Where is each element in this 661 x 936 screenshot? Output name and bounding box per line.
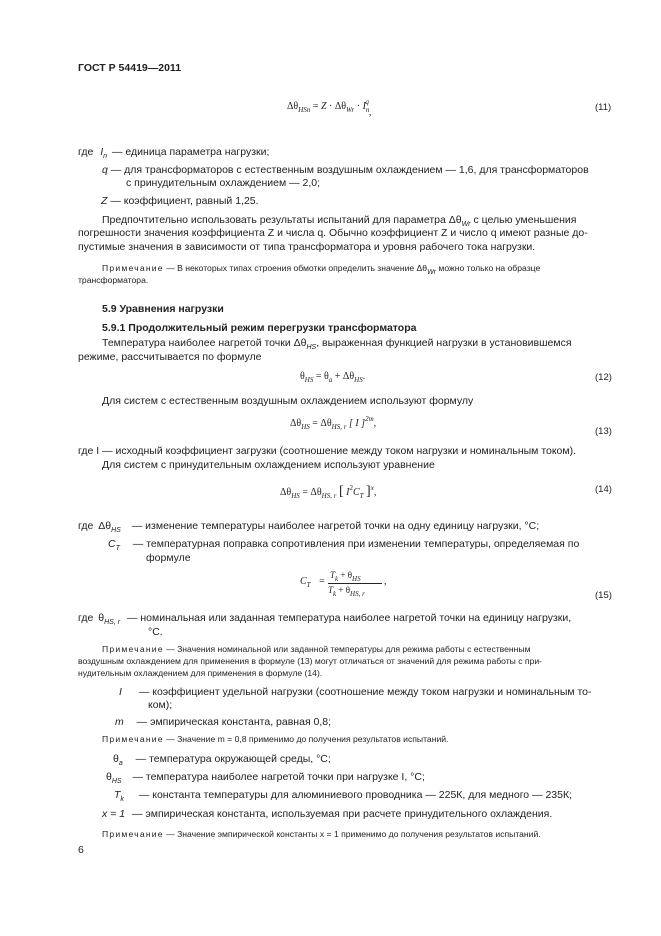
def-in: где $I_n$ — единица параметра нагрузки; xyxy=(78,146,270,160)
equation-number-11: (11) xyxy=(595,102,612,113)
formula-14: $\Delta\theta_{HS} = \Delta\theta_{HS, r}$ [ $I^2C_T$ ]$^x$, xyxy=(280,484,377,500)
def-ct: $C_T$ — температурная поправка сопротивления при изменении температуры, определяемая по xyxy=(108,538,580,552)
def-x: x = 1 — эмпирическая константа, используемая при расчете принудительного охлаждения. xyxy=(102,808,553,820)
def-m: m — эмпирическая константа, равная 0,8; xyxy=(115,716,332,728)
def-q-line2: с принудительным охлаждением — 2,0; xyxy=(126,177,321,189)
formula-12: $\theta_{HS} = \theta_a + \Delta\theta_{HS}$. xyxy=(300,371,366,384)
def-theta-a: $\theta_a$ — температура окружающей среды, °С; xyxy=(113,753,331,767)
sec591-line1: Температура наиболее нагретой точки $\Delta\theta_{HS}$, выраженная функцией нагрузки в установившемся xyxy=(102,337,572,351)
note2-line1: Примечание — Значения номинальной или заданной температуры для режима работы с естественным xyxy=(102,644,531,654)
def-tk: $T_k$ — константа температуры для алюминиевого проводника — 225К, для медного — 235К; xyxy=(114,789,573,803)
formula-15-numerator: $T_k + \theta_{HS}$ xyxy=(330,570,361,583)
def-theta-hsr: где $\theta_{HS, r}$ — номинальная или заданная температура наиболее нагретой точки на единицу нагрузки, xyxy=(78,612,572,626)
note1-line1: Примечание — В некоторых типах строения обмотки определить значение $\Delta\theta_{Wr}$ можно только на образце xyxy=(102,263,541,276)
formula-11: $\Delta\theta_{HSn} = Z \cdot \Delta\theta_{Wr} \cdot I_n^q$, xyxy=(287,98,372,118)
sec591-line2: режиме, рассчитывается по формуле xyxy=(78,351,262,363)
section-5-9-title: 5.9 Уравнения нагрузки xyxy=(102,303,224,315)
def-q: q — для трансформаторов с естественным воздушным охлаждением — 1,6, для трансформаторов xyxy=(102,164,589,176)
section-5-9-1-title: 5.9.1 Продолжительный режим перегрузки трансформатора xyxy=(102,322,417,334)
para1-line2: погрешности значения коэффициента Z и числа q. Обычно коэффициент Z и число q имеют разные до- xyxy=(78,227,588,239)
def-z: Z — коэффициент, равный 1,25. xyxy=(101,195,259,207)
page-number: 6 xyxy=(78,844,84,856)
formula-15-lhs: $C_T$ = xyxy=(300,576,325,589)
note4: Примечание — Значение эмпирической константы x = 1 применимо до получения результатов испытаний. xyxy=(102,829,541,839)
formula-15-denominator: $T_k + \theta_{HS, r}$ xyxy=(328,585,365,598)
def-i-initial: где I — исходный коэффициент загрузки (соотношение между током нагрузки и номинальным током). xyxy=(78,445,577,457)
para1-line1: Предпочтительно использовать результаты испытаний для параметра $\Delta\theta_{Wr}$ с целью уменьшения xyxy=(102,214,577,228)
def-theta-hsr-line2: °С. xyxy=(148,626,163,638)
note2-line2: воздушным охлаждением для применения в формуле (13) могут отличаться от значений для режима работы с при- xyxy=(78,656,543,666)
def-theta-hs: $\theta_{HS}$ — температура наиболее нагретой точки при нагрузке I, °С; xyxy=(106,771,425,785)
para1-line3: пустимые значения в зависимости от типа трансформатора и уровня рабочего тока нагрузки. xyxy=(78,241,536,253)
equation-number-12: (12) xyxy=(595,372,612,383)
fraction-bar xyxy=(328,583,382,584)
note2-line3: нудительным охлаждением для применения в формуле (14). xyxy=(78,668,323,678)
def-ct-line2: формуле xyxy=(146,552,191,564)
para-natural-cooling: Для систем с естественным воздушным охлаждением используют формулу xyxy=(102,395,474,407)
note1-line2: трансформатора. xyxy=(78,275,149,285)
formula-13: $\Delta\theta_{HS} = \Delta\theta_{HS, r}$ [ I ]$^{2m}$, xyxy=(290,415,377,431)
equation-number-15: (15) xyxy=(595,590,612,601)
def-i-specific: I — коэффициент удельной нагрузки (соотношение между током нагрузки и номинальным то- xyxy=(119,686,592,698)
standard-header: ГОСТ Р 54419—2011 xyxy=(78,62,182,74)
equation-number-14: (14) xyxy=(595,484,612,495)
formula-15-comma: , xyxy=(384,576,387,587)
note3: Примечание — Значение m = 0,8 применимо до получения результатов испытаний. xyxy=(102,734,449,744)
def-i-line2: ком); xyxy=(148,699,173,711)
def-delta-hs: где $\Delta\theta_{HS}$ — изменение температуры наиболее нагретой точки на одну единицу нагрузки, °С; xyxy=(78,520,540,534)
equation-number-13: (13) xyxy=(595,426,612,437)
para-forced-cooling: Для систем с принудительным охлаждением используют уравнение xyxy=(102,459,435,471)
